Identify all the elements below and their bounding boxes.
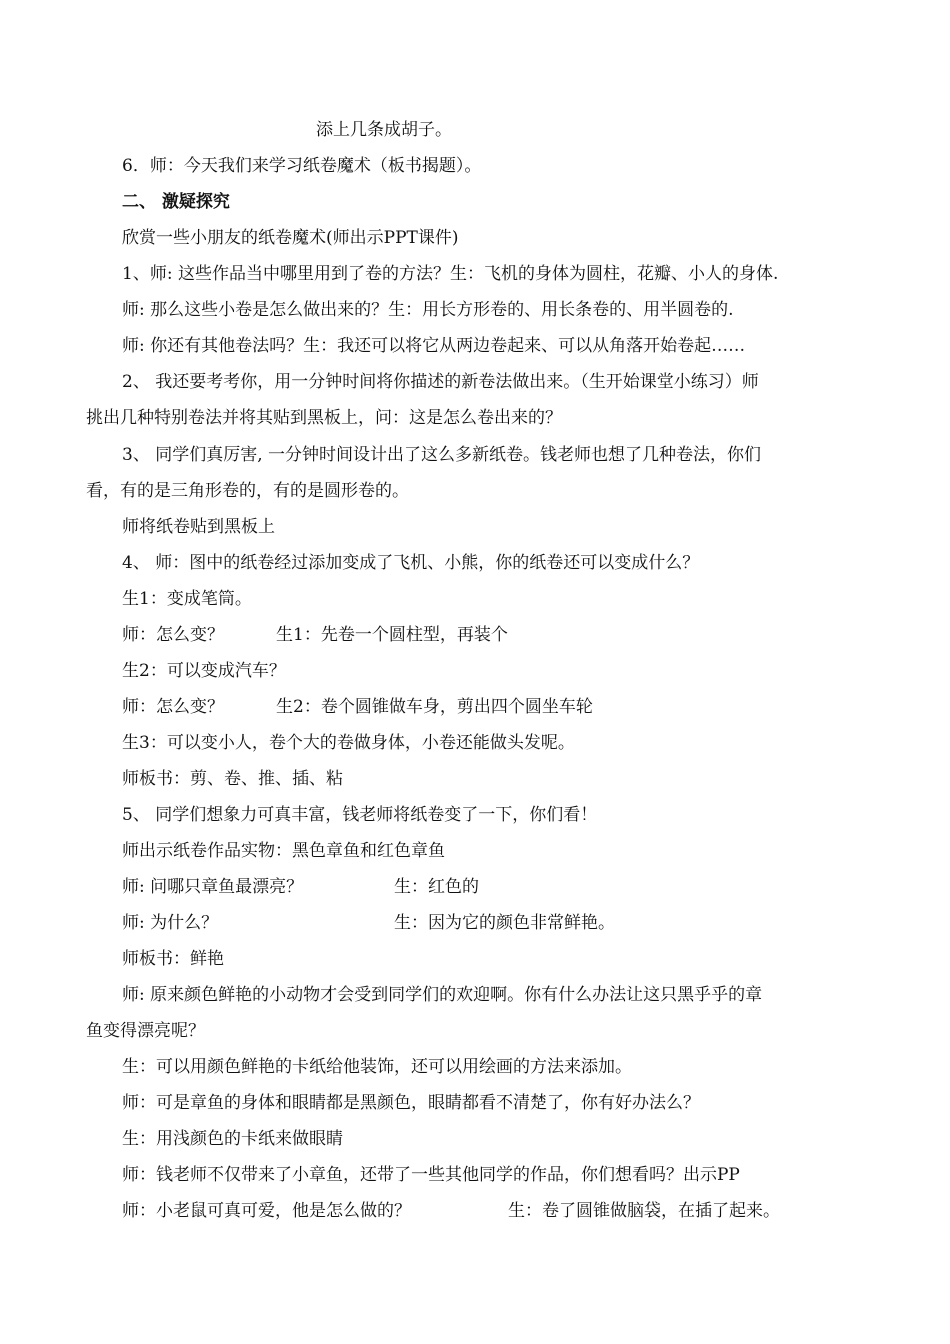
text-line: 看，有的是三角形卷的，有的是圆形卷的。 (86, 481, 409, 501)
text-line: 6．师：今天我们来学习纸卷魔术（板书揭题）。 (122, 156, 482, 176)
teacher-question: 师：小老鼠可真可爱，他是怎么做的？ (122, 1201, 411, 1221)
student-answer: 生：卷了圆锥做脑袋，在插了起来。 (508, 1201, 780, 1221)
text-line: 师板书：鲜艳 (122, 949, 224, 969)
text-line: 欣赏一些小朋友的纸卷魔术(师出示PPT课件) (122, 228, 459, 248)
student-answer: 生：因为它的颜色非常鲜艳。 (394, 913, 615, 933)
student-answer: 生1：先卷一个圆柱型，再装个 (276, 625, 508, 645)
text-line: 师：钱老师不仅带来了小章鱼，还带了一些其他同学的作品，你们想看吗？出示PP (122, 1165, 740, 1185)
text-line: 生3：可以变小人，卷个大的卷做身体，小卷还能做头发呢。 (122, 733, 575, 753)
text-line: 生2：可以变成汽车？ (122, 661, 286, 681)
text-line: 挑出几种特别卷法并将其贴到黑板上，问：这是怎么卷出来的？ (86, 408, 562, 428)
text-line: 师: 你还有其他卷法吗？生：我还可以将它从两边卷起来、可以从角落开始卷起…… (122, 336, 746, 356)
section-heading: 二、 激疑探究 (122, 192, 230, 212)
text-line: 1、师: 这些作品当中哪里用到了卷的方法？生：飞机的身体为圆柱，花瓣、小人的身体. (122, 264, 779, 284)
text-line: 5、 同学们想象力可真丰富，钱老师将纸卷变了一下，你们看！ (122, 805, 598, 825)
teacher-question: 师：怎么变？ (122, 697, 224, 717)
text-line: 鱼变得漂亮呢？ (86, 1021, 205, 1041)
text-line: 师: 那么这些小卷是怎么做出来的？生：用长方形卷的、用长条卷的、用半圆卷的. (122, 300, 734, 320)
text-line: 师将纸卷贴到黑板上 (122, 517, 275, 537)
student-answer: 生：红色的 (394, 877, 479, 897)
text-line: 2、 我还要考考你，用一分钟时间将你描述的新卷法做出来。（生开始课堂小练习）师 (122, 372, 759, 392)
text-line: 师出示纸卷作品实物：黑色章鱼和红色章鱼 (122, 841, 445, 861)
teacher-question: 师：怎么变？ (122, 625, 224, 645)
teacher-question: 师: 问哪只章鱼最漂亮？ (122, 877, 304, 897)
text-line: 师：可是章鱼的身体和眼睛都是黑颜色，眼睛都看不清楚了，你有好办法么？ (122, 1093, 700, 1113)
text-line: 3、 同学们真厉害, 一分钟时间设计出了这么多新纸卷。钱老师也想了几种卷法，你们 (122, 445, 762, 465)
text-line: 生：可以用颜色鲜艳的卡纸给他装饰，还可以用绘画的方法来添加。 (122, 1057, 632, 1077)
teacher-question: 师: 为什么？ (122, 913, 219, 933)
student-answer: 生2：卷个圆锥做车身，剪出四个圆坐车轮 (276, 697, 593, 717)
text-line: 师板书：剪、卷、推、插、粘 (122, 769, 343, 789)
text-line: 添上几条成胡子。 (316, 120, 452, 140)
text-line: 生1：变成笔筒。 (122, 589, 252, 609)
text-line: 师: 原来颜色鲜艳的小动物才会受到同学们的欢迎啊。你有什么办法让这只黑乎乎的章 (122, 985, 763, 1005)
text-line: 4、 师：图中的纸卷经过添加变成了飞机、小熊，你的纸卷还可以变成什么？ (122, 553, 700, 573)
text-line: 生：用浅颜色的卡纸来做眼睛 (122, 1129, 343, 1149)
